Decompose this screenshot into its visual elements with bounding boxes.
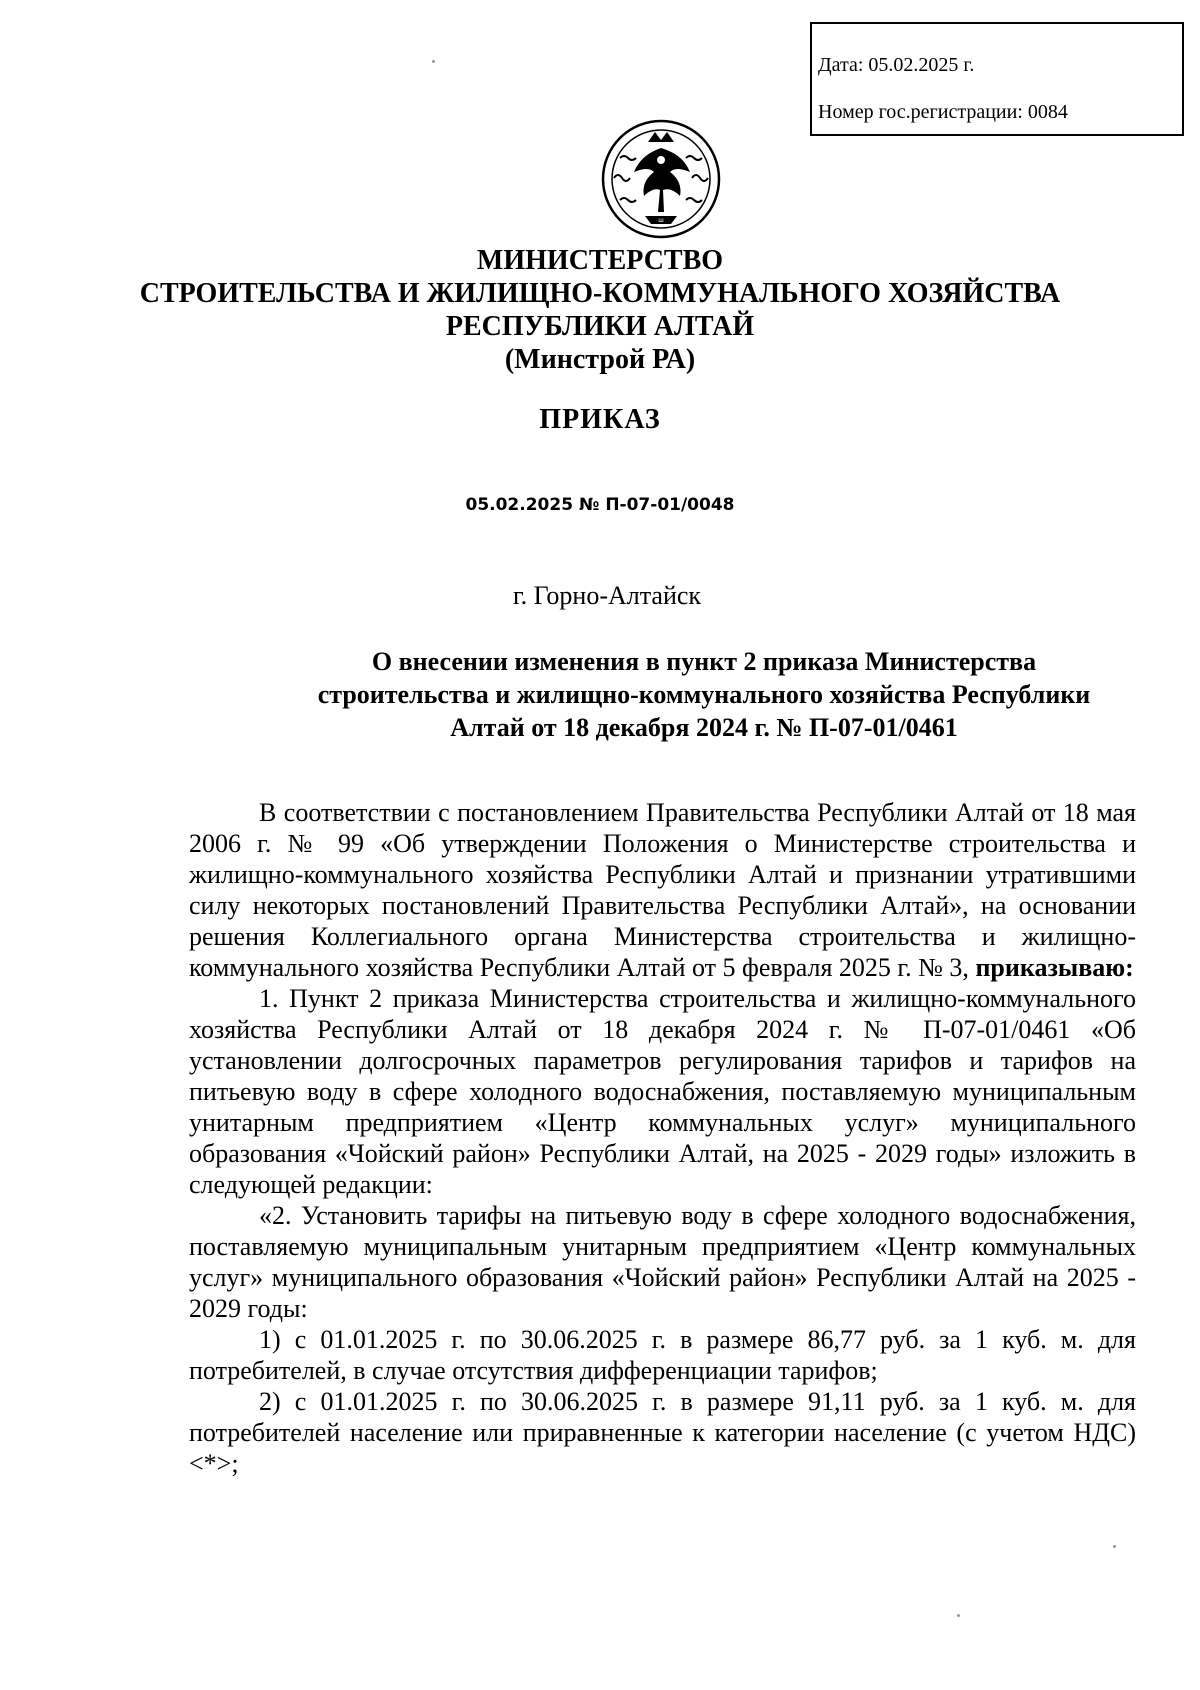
order-title-line1: О внесении изменения в пункт 2 приказа Министерства <box>371 647 1037 676</box>
body-paragraph-subitem-2: 2) с 01.01.2025 г. по 30.06.2025 г. в размере 91,11 руб. за 1 куб. м. для потребителей население или приравненные к категории население (с учетом НДС) <*>; <box>189 1387 1136 1478</box>
registration-number-label: Номер гос.регистрации: <box>818 101 1023 123</box>
preamble-ordering-word: приказываю: <box>975 953 1134 982</box>
body-paragraph-subitem-1: 1) с 01.01.2025 г. по 30.06.2025 г. в размере 86,77 руб. за 1 куб. м. для потребителей, в случае отсутствия дифференциации тарифов; <box>189 1325 1136 1385</box>
registration-date-label: Дата: <box>818 54 864 76</box>
order-number: 05.02.2025 № П-07-01/0048 <box>465 495 735 515</box>
order-title-line2: строительства и жилищно-коммунального хозяйства Республики <box>317 680 1091 709</box>
registration-date-value: 05.02.2025 г. <box>868 54 975 76</box>
ministry-heading-line4: (Минстрой РА) <box>504 344 696 375</box>
ministry-heading-line1: МИНИСТЕРСТВО <box>476 245 724 276</box>
order-title-line3: Алтай от 18 декабря 2024 г. № П-07-01/0461 <box>450 713 958 742</box>
scan-speck <box>957 1614 960 1617</box>
registration-number-value: 0084 <box>1027 101 1068 123</box>
scan-speck <box>432 60 435 63</box>
preamble-text: В соответствии с постановлением Правительства Республики Алтай от 18 мая 2006 г. № 99 «Об утверждении Положения о Министерстве строительства и жилищно-коммунального хозяйства Республики Алтай и признании утратившими силу некоторых постановлений Правительства Республики Алтай», на основании решения Коллегиального органа Министерства строительства и жилищно-коммунального хозяйства Республики Алтай от 5 февраля 2025 г. № 3, <box>189 798 1136 982</box>
scan-speck <box>1113 1545 1116 1548</box>
order-title <box>274 645 1134 744</box>
body-paragraph-new-item-2: «2. Установить тарифы на питьевую воду в сфере холодного водоснабжения, поставляемую муниципальным унитарным предприятием «Центр коммунальных услуг» муниципального образования «Чойский район» Республики Алтай на 2025 - 2029 годы: <box>189 1201 1136 1323</box>
ministry-heading-line3: РЕСПУБЛИКИ АЛТАЙ <box>445 311 755 342</box>
coat-of-arms-icon <box>600 118 722 240</box>
registration-number-line <box>818 89 1182 136</box>
body-paragraph-preamble <box>189 797 1136 983</box>
document-type-heading: ПРИКАЗ <box>539 404 661 435</box>
ministry-heading-line2: СТРОИТЕЛЬСТВА И ЖИЛИЩНО-КОММУНАЛЬНОГО ХОЗЯЙСТВА <box>139 278 1061 309</box>
ministry-heading <box>0 244 1200 376</box>
svg-text:ш: ш <box>658 217 664 224</box>
registration-date-line <box>818 42 1182 89</box>
city-line: г. Горно-Алтайск <box>512 581 702 610</box>
order-body <box>189 797 1136 1479</box>
body-paragraph-item-1: 1. Пункт 2 приказа Министерства строительства и жилищно-коммунального хозяйства Республики Алтай от 18 декабря 2024 г. № П-07-01/0461 «Об установлении долгосрочных параметров регулирования тарифов и тарифов на питьевую воду в сфере холодного водоснабжения, поставляемую муниципальным унитарным предприятием «Центр коммунальных услуг» муниципального образования «Чойский район» Республики Алтай, на 2025 - 2029 годы» изложить в следующей редакции: <box>189 984 1136 1199</box>
registration-stamp-box <box>810 22 1184 136</box>
